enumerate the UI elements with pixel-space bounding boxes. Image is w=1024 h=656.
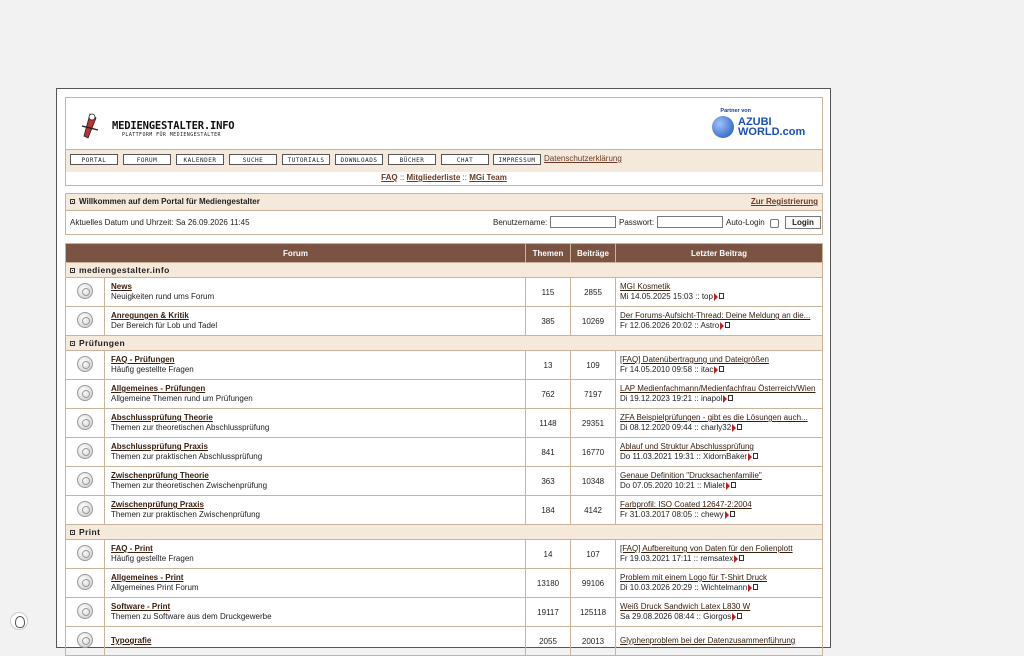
separator: :: (462, 173, 467, 182)
forum-description: Themen zur theoretischen Zwischenprüfung (111, 481, 268, 490)
forum-cell (105, 351, 526, 380)
table-row (66, 351, 823, 380)
username-label: Benutzername: (493, 218, 548, 227)
column-header-topics: Themen (526, 244, 571, 263)
posts-count: 29351 (571, 409, 616, 438)
go-to-post-icon[interactable] (723, 395, 734, 402)
topics-count: 19117 (526, 598, 571, 627)
last-post-link[interactable]: Genaue Definition "Drucksachenfamilie" (620, 471, 762, 480)
topics-count: 1148 (526, 409, 571, 438)
last-post-meta: Di 08.12.2020 09:44 :: charly32 (620, 423, 822, 433)
collapse-icon[interactable] (70, 530, 75, 535)
forum-status-icon (77, 472, 93, 488)
go-to-post-icon[interactable] (734, 555, 745, 562)
logo-icon[interactable] (78, 112, 102, 140)
topics-count: 13 (526, 351, 571, 380)
forum-icon-cell (66, 380, 105, 409)
table-row (66, 278, 823, 307)
register-link[interactable]: Zur Registrierung (750, 197, 818, 206)
forum-description: Der Bereich für Lob und Tadel (111, 321, 218, 330)
forum-description: Themen zur praktischen Zwischenprüfung (111, 510, 260, 519)
category-name[interactable]: Print (79, 527, 101, 537)
nav-tutorials-button[interactable]: TUTORIALS (282, 154, 330, 165)
last-post-meta: Fr 19.03.2021 17:11 :: remsatex (620, 554, 822, 564)
go-to-post-icon[interactable] (714, 293, 725, 300)
posts-count: 125118 (571, 598, 616, 627)
forum-name-link[interactable]: News (111, 282, 132, 291)
table-row (66, 627, 823, 656)
autologin-label: Auto-Login (726, 218, 765, 227)
category-cell (66, 263, 823, 278)
forum-status-icon (77, 574, 93, 590)
last-post-link[interactable]: Weiß Druck Sandwich Latex L830 W (620, 602, 751, 611)
category-row (66, 263, 823, 278)
last-post-cell (616, 278, 823, 307)
last-post-cell (616, 409, 823, 438)
autologin-checkbox[interactable] (770, 219, 779, 228)
page-container (56, 88, 831, 648)
last-post-cell (616, 467, 823, 496)
last-post-cell (616, 569, 823, 598)
forum-icon-cell (66, 351, 105, 380)
forum-icon-cell (66, 409, 105, 438)
topics-count: 841 (526, 438, 571, 467)
nav-suche-button[interactable]: SUCHE (229, 154, 277, 165)
table-row (66, 380, 823, 409)
forum-cell (105, 496, 526, 525)
nav-impressum-button[interactable]: IMPRESSUM (493, 154, 541, 165)
category-name[interactable]: mediengestalter.info (79, 265, 170, 275)
team-link[interactable]: MGi Team (469, 173, 507, 182)
posts-count: 99106 (571, 569, 616, 598)
topics-count: 762 (526, 380, 571, 409)
forum-description: Häufig gestellte Fragen (111, 365, 194, 374)
forum-status-icon (77, 501, 93, 517)
forum-name-link[interactable]: Anregungen & Kritik (111, 311, 189, 320)
topics-count: 184 (526, 496, 571, 525)
table-row (66, 438, 823, 467)
last-post-cell (616, 438, 823, 467)
column-header-posts: Beiträge (571, 244, 616, 263)
last-post-link[interactable]: [FAQ] Aufbereitung von Daten für den Folienplott (620, 544, 793, 553)
fingerprint-icon[interactable] (10, 612, 28, 630)
posts-count: 109 (571, 351, 616, 380)
last-post-meta: Fr 12.06.2026 20:02 :: Astro (620, 321, 822, 331)
last-post-meta: Fr 14.05.2010 09:58 :: itac (620, 365, 822, 375)
forum-cell (105, 598, 526, 627)
forum-status-icon (77, 312, 93, 328)
last-post-link[interactable]: Ablauf und Struktur Abschlussprüfung (620, 442, 754, 451)
forum-icon-cell (66, 540, 105, 569)
forum-cell (105, 467, 526, 496)
topics-count: 13180 (526, 569, 571, 598)
topics-count: 2055 (526, 627, 571, 656)
category-row (66, 336, 823, 351)
forum-name-link[interactable]: FAQ - Print (111, 544, 153, 553)
go-to-post-icon[interactable] (714, 366, 725, 373)
forum-description: Allgemeine Themen rund um Prüfungen (111, 394, 253, 403)
last-post-cell (616, 351, 823, 380)
forum-cell (105, 569, 526, 598)
forum-name-link[interactable]: Allgemeines - Prüfungen (111, 384, 206, 393)
nav-downloads-button[interactable]: DOWNLOADS (335, 154, 383, 165)
last-post-meta: Mi 14.05.2025 15:03 :: top (620, 292, 822, 302)
site-header (65, 97, 823, 150)
table-row (66, 307, 823, 336)
category-cell (66, 336, 823, 351)
last-post-meta: Di 10.03.2026 20:29 :: Wichtelmann (620, 583, 822, 593)
go-to-post-icon[interactable] (726, 482, 737, 489)
forum-icon-cell (66, 569, 105, 598)
posts-count: 16770 (571, 438, 616, 467)
forum-status-icon (77, 545, 93, 561)
sub-nav (65, 172, 823, 186)
forum-table (65, 243, 823, 656)
forum-cell (105, 627, 526, 656)
table-row (66, 409, 823, 438)
table-row (66, 569, 823, 598)
nav-portal-button[interactable]: PORTAL (70, 154, 118, 165)
forum-name-link[interactable]: Typografie (111, 636, 152, 645)
table-row (66, 496, 823, 525)
members-link[interactable]: Mitgliederliste (406, 173, 461, 182)
welcome-title: Willkommen auf dem Portal für Mediengestalter (79, 197, 260, 206)
forum-status-icon (77, 356, 93, 372)
collapse-icon[interactable] (70, 268, 75, 273)
forum-status-icon (77, 283, 93, 299)
last-post-link[interactable]: Farbprofil: ISO Coated 12647-2:2004 (620, 500, 752, 509)
forum-icon-cell (66, 598, 105, 627)
username-input[interactable] (550, 216, 616, 228)
last-post-cell (616, 598, 823, 627)
main-nav (65, 150, 823, 172)
last-post-meta: Fr 31.03.2017 08:05 :: chewy (620, 510, 822, 520)
last-post-link[interactable]: Problem mit einem Logo für T-Shirt Druck (620, 573, 768, 582)
last-post-cell (616, 380, 823, 409)
partner-name[interactable]: AZUBI WORLD.com (738, 116, 806, 138)
posts-count: 10269 (571, 307, 616, 336)
faq-link[interactable]: FAQ (381, 173, 398, 182)
topics-count: 14 (526, 540, 571, 569)
nav-forum-button[interactable]: FORUM (123, 154, 171, 165)
posts-count: 20013 (571, 627, 616, 656)
password-input[interactable] (657, 216, 723, 228)
last-post-cell (616, 627, 823, 656)
forum-cell (105, 380, 526, 409)
forum-status-icon (77, 443, 93, 459)
go-to-post-icon[interactable] (732, 424, 743, 431)
forum-description: Häufig gestellte Fragen (111, 554, 194, 563)
site-subtitle: PLATTFORM FÜR MEDIENGESTALTER (122, 132, 221, 138)
welcome-box (65, 193, 823, 235)
topics-count: 363 (526, 467, 571, 496)
go-to-post-icon[interactable] (748, 453, 759, 460)
password-label: Passwort: (619, 218, 655, 227)
last-post-cell (616, 540, 823, 569)
forum-cell (105, 307, 526, 336)
forum-name-link[interactable]: Allgemeines - Print (111, 573, 184, 582)
collapse-icon[interactable] (70, 341, 75, 346)
topics-count: 385 (526, 307, 571, 336)
go-to-post-icon[interactable] (748, 584, 759, 591)
posts-count: 2855 (571, 278, 616, 307)
forum-icon-cell (66, 307, 105, 336)
go-to-post-icon[interactable] (720, 322, 731, 329)
forum-icon-cell (66, 278, 105, 307)
forum-description: Allgemeines Print Forum (111, 583, 199, 592)
last-post-link[interactable]: Glyphenproblem bei der Datenzusammenführung (620, 636, 796, 645)
forum-description: Themen zu Software aus dem Druckgewerbe (111, 612, 272, 621)
last-post-link[interactable]: Der Forums-Aufsicht-Thread: Deine Meldung an die... (620, 311, 811, 320)
posts-count: 7197 (571, 380, 616, 409)
nav-buecher-button[interactable]: BÜCHER (388, 154, 436, 165)
category-row (66, 525, 823, 540)
category-cell (66, 525, 823, 540)
privacy-link[interactable]: Datenschutzerklärung (544, 154, 622, 163)
forum-name-link[interactable]: Software - Print (111, 602, 171, 611)
login-row (66, 211, 822, 235)
table-row (66, 598, 823, 627)
forum-status-icon (77, 385, 93, 401)
last-post-link[interactable]: ZFA Beispielprüfungen - gibt es die Lösungen auch... (620, 413, 808, 422)
last-post-meta: Do 11.03.2021 19:31 :: XidornBaker (620, 452, 822, 462)
go-to-post-icon[interactable] (732, 613, 743, 620)
forum-icon-cell (66, 467, 105, 496)
last-post-cell (616, 496, 823, 525)
forum-name-link[interactable]: Zwischenprüfung Praxis (111, 500, 204, 509)
posts-count: 10348 (571, 467, 616, 496)
forum-description: Themen zur theoretischen Abschlussprüfung (111, 423, 270, 432)
last-post-link[interactable]: [FAQ] Datenübertragung und Dateigrößen (620, 355, 769, 364)
forum-status-icon (77, 414, 93, 430)
forum-cell (105, 409, 526, 438)
forum-name-link[interactable]: FAQ - Prüfungen (111, 355, 175, 364)
forum-name-link[interactable]: Zwischenprüfung Theorie (111, 471, 209, 480)
last-post-link[interactable]: MGI Kosmetik (620, 282, 671, 291)
welcome-header (66, 194, 822, 211)
forum-name-link[interactable]: Abschlussprüfung Theorie (111, 413, 213, 422)
column-header-forum: Forum (66, 244, 526, 263)
nav-kalender-button[interactable]: KALENDER (176, 154, 224, 165)
nav-chat-button[interactable]: CHAT (441, 154, 489, 165)
separator: :: (399, 173, 405, 182)
forum-icon-cell (66, 496, 105, 525)
forum-description: Themen zur praktischen Abschlussprüfung (111, 452, 263, 461)
forum-status-icon (77, 632, 93, 648)
forum-cell (105, 540, 526, 569)
partner-label: Partner von (720, 108, 751, 114)
topics-count: 115 (526, 278, 571, 307)
last-post-meta: Do 07.05.2020 10:21 :: Mialet (620, 481, 822, 491)
partner-logo-icon[interactable] (712, 116, 734, 138)
posts-count: 107 (571, 540, 616, 569)
table-row (66, 540, 823, 569)
forum-icon-cell (66, 627, 105, 656)
collapse-icon[interactable] (70, 199, 75, 204)
last-post-meta: Sa 29.08.2026 08:44 :: Giorgos (620, 612, 822, 622)
forum-description: Neuigkeiten rund ums Forum (111, 292, 215, 301)
go-to-post-icon[interactable] (725, 511, 736, 518)
login-button[interactable]: Login (785, 216, 821, 229)
last-post-meta: Di 19.12.2023 19:21 :: inapol (620, 394, 822, 404)
forum-status-icon (77, 603, 93, 619)
site-title[interactable]: MEDIENGESTALTER.INFO (112, 120, 235, 132)
table-row (66, 467, 823, 496)
current-datetime: Aktuelles Datum und Uhrzeit: Sa 26.09.2026 11:45 (70, 218, 250, 227)
forum-cell (105, 278, 526, 307)
forum-cell (105, 438, 526, 467)
last-post-link[interactable]: LAP Medienfachmann/Medienfachfrau Österreich/Wien (620, 384, 816, 393)
column-header-last-post: Letzter Beitrag (616, 244, 823, 263)
last-post-cell (616, 307, 823, 336)
forum-name-link[interactable]: Abschlussprüfung Praxis (111, 442, 208, 451)
posts-count: 4142 (571, 496, 616, 525)
category-name[interactable]: Prüfungen (79, 338, 126, 348)
forum-icon-cell (66, 438, 105, 467)
